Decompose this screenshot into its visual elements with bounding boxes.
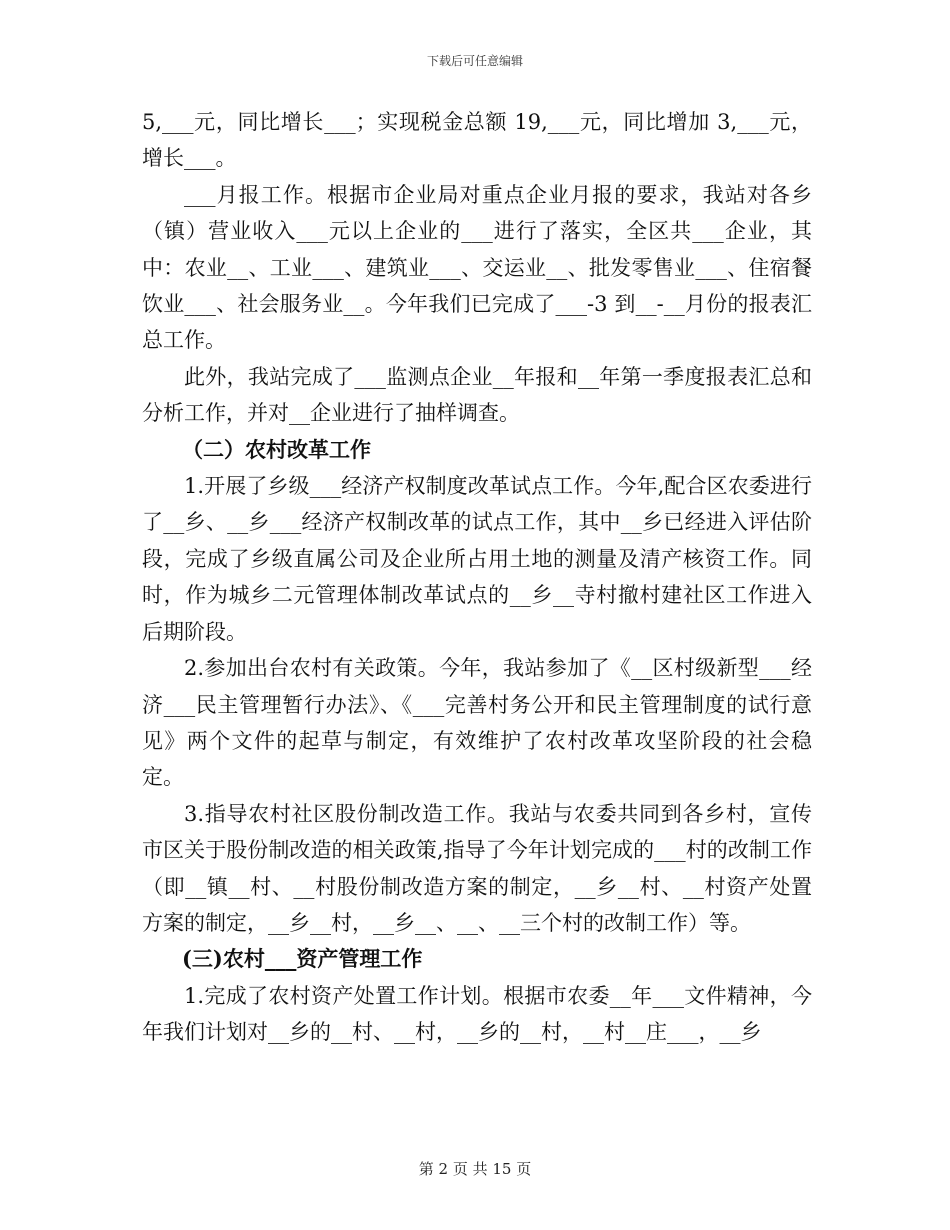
paragraph-shareholding: 3.指导农村社区股份制改造工作。我站与农委共同到各乡村，宣传市区关于股份制改造的相关政策,指导了今年计划完成的___村的改制工作（即__镇__村、__村股份制改造方案的制定，__乡__村、__村资产处置方案的制定，__乡__村，__乡__、__、__三个村的改制工作）等。 — [142, 801, 812, 935]
page-footer: 第 2 页 共 15 页 — [418, 1160, 532, 1178]
paragraph-asset-plan: 1.完成了农村资产处置工作计划。根据市农委__年___文件精神，今年我们计划对__乡的__村、__村，__乡的__村，__村__庄___，__乡 — [142, 983, 812, 1045]
paragraph-tax-summary: 5,___元，同比增长___；实现税金总额 19,___元，同比增加 3,___元，增长___。 — [142, 110, 812, 171]
document-body — [142, 104, 812, 1051]
paragraph-monitoring: 此外，我站完成了___监测点企业__年报和__年第一季度报表汇总和分析工作，并对__企业进行了抽样调查。 — [142, 364, 812, 426]
paragraph-monthly-report: ___月报工作。根据市企业局对重点企业月报的要求，我站对各乡（镇）营业收入___元以上企业的___进行了落实，全区共___企业，其中：农业__、工业___、建筑业___、交运业__、批发零售业___、住宿餐饮业___、社会服务业__。今年我们已完成了___-3 到__-__月份的报表汇总工作。 — [142, 182, 812, 353]
section-heading-rural-reform: （二）农村改革工作 — [182, 436, 371, 462]
section-heading-asset-management: (三)农村___资产管理工作 — [182, 946, 423, 972]
paragraph-policy: 2.参加出台农村有关政策。今年，我站参加了《__区村级新型___经济___民主管理暂行办法》、《___完善村务公开和民主管理制度的试行意见》两个文件的起草与制定，有效维护了农村改革攻坚阶段的社会稳定。 — [142, 656, 812, 790]
page-header: 下载后可任意编辑 — [426, 54, 523, 68]
paragraph-reform-pilot: 1.开展了乡级___经济产权制度改革试点工作。今年,配合区农委进行了__乡、__乡___经济产权制改革的试点工作，其中__乡已经进入评估阶段，完成了乡级直属公司及企业所占用土地的测量及清产核资工作。同时，作为城乡二元管理体制改革试点的__乡__寺村撤村建社区工作进入后期阶段。 — [142, 474, 812, 644]
